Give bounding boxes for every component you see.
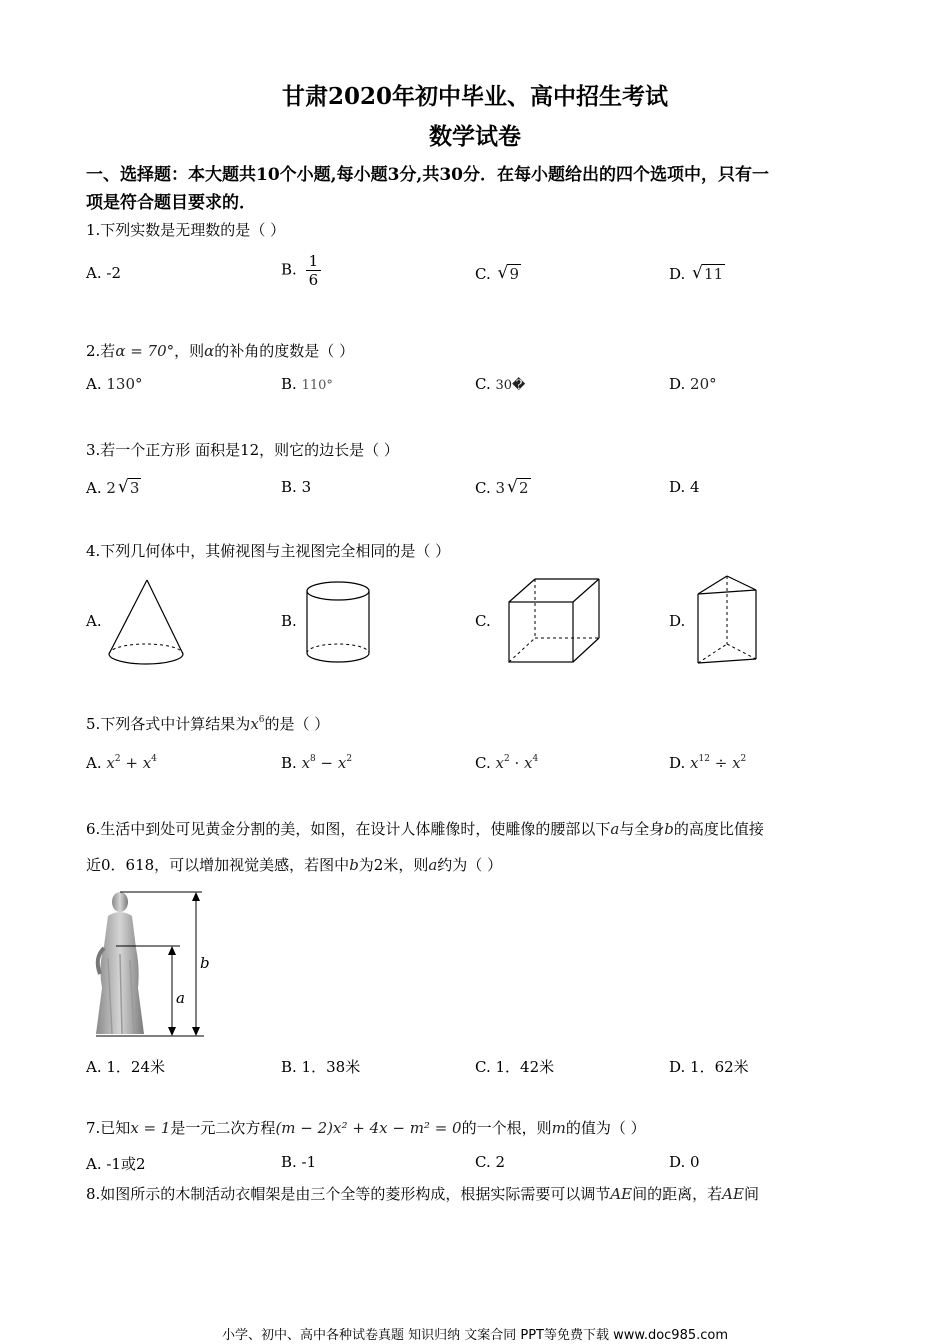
variable-x: x: [250, 715, 259, 733]
operator: −: [315, 754, 338, 772]
option-value: 4: [690, 478, 700, 496]
option-value: 20°: [690, 375, 717, 393]
exponent: 2: [503, 754, 510, 764]
q3-option-d: [669, 478, 700, 496]
option-label: B.: [281, 260, 302, 279]
exponent: 4: [151, 754, 157, 764]
q1-option-a: [86, 264, 121, 282]
exam-subtitle: 数学试卷: [429, 123, 521, 150]
option-label: B.: [281, 754, 302, 772]
q2-stem-pre: 2.若: [86, 342, 116, 360]
variable-x: x: [524, 754, 533, 772]
exponent: 6: [258, 715, 265, 725]
q2-option-c: [475, 375, 525, 393]
q7-option-b: B. -1: [281, 1153, 317, 1171]
q6-text: 与全身: [619, 820, 665, 838]
exponent: 12: [698, 754, 710, 764]
option-label: B.: [281, 478, 302, 496]
q5-stem: [86, 713, 329, 734]
statue-figure: [86, 888, 226, 1038]
exponent: 2: [114, 754, 121, 764]
q6-stem-line1: [86, 818, 764, 839]
q5-option-c: [475, 754, 538, 772]
option-label: D.: [669, 478, 691, 496]
q3-stem: 3.若一个正方形 面积是12，则它的边长是（ ）: [86, 441, 399, 459]
fraction-numerator: 1: [306, 252, 322, 271]
square-root: √ 3: [117, 477, 140, 497]
radicand: 11: [704, 265, 724, 283]
variable-b: b: [664, 820, 674, 838]
q7-root-expression: x = 1: [130, 1119, 171, 1137]
square-root: √ 9: [497, 263, 520, 283]
q7-text: 的值为（ ）: [565, 1119, 646, 1137]
q4-option-a-label: A.: [86, 612, 102, 630]
variable-x: x: [690, 754, 699, 772]
radicand: 2: [519, 479, 529, 497]
variable-x: x: [106, 754, 115, 772]
q4-option-b-label: B.: [281, 612, 297, 630]
q2-option-d: [669, 375, 717, 393]
section-heading-line2: 项是符合题目要求的．: [86, 193, 256, 213]
q7-equation: (m − 2)x² + 4x − m² = 0: [275, 1119, 462, 1137]
q5-stem-post: 的是（ ）: [264, 715, 330, 733]
q2-stem-mid: ，则: [174, 342, 205, 360]
operator: +: [120, 754, 143, 772]
option-label: D.: [669, 265, 691, 283]
q5-option-a: [86, 754, 157, 772]
square-root: √ 11: [692, 263, 724, 283]
q7-text: 7.已知: [86, 1119, 131, 1137]
q6-text: 近0．618，可以增加视觉美感，若图中: [86, 856, 350, 874]
operator: ·: [509, 754, 524, 772]
variable-a: a: [610, 820, 620, 838]
variable-m: m: [551, 1119, 566, 1137]
q6-text: 6.生活中到处可见黄金分割的美，如图，在设计人体雕像时，使雕像的腰部以下: [86, 820, 611, 838]
coefficient: 3: [495, 479, 506, 497]
q2-alpha-symbol: α: [204, 342, 215, 360]
option-label: C.: [475, 754, 496, 772]
cone-figure: [100, 576, 200, 668]
q6-text: 约为（ ）: [437, 856, 503, 874]
option-value: 130°: [106, 375, 143, 393]
option-label: B.: [281, 375, 302, 393]
figure-label-b: b: [200, 954, 210, 972]
q4-stem: 4.下列几何体中，其俯视图与主视图完全相同的是（ ）: [86, 542, 451, 560]
q5-option-b: [281, 754, 352, 772]
section-heading-line1: 一、选择题：本大题共10个小题,每小题3分,共30分．在每小题给出的四个选项中，只有一: [86, 165, 769, 185]
coefficient: 2: [106, 479, 116, 497]
q1-stem: 1.下列实数是无理数的是（ ）: [86, 221, 286, 239]
q8-text: 8.如图所示的木制活动衣帽架是由三个全等的菱形构成，根据实际需要可以调节: [86, 1185, 611, 1203]
figure-label-a: a: [176, 989, 185, 1007]
variable-a: a: [428, 856, 438, 874]
q4-option-c-label: C.: [475, 612, 491, 630]
fraction: [306, 252, 322, 289]
q3-option-b: [281, 478, 311, 496]
option-label: C.: [475, 479, 496, 497]
q2-option-b: [281, 375, 333, 393]
q8-text: 间的距离，若: [632, 1185, 723, 1203]
option-label: C.: [475, 265, 496, 283]
q8-text: 间: [743, 1185, 759, 1203]
q2-option-a: [86, 375, 143, 393]
q2-stem: [86, 340, 354, 361]
option-label: D.: [669, 754, 691, 772]
q7-option-a: A. -1或2: [86, 1155, 146, 1173]
q3-option-c: [475, 478, 531, 497]
option-label: A.: [86, 264, 107, 282]
q6-option-c: C. 1．42米: [475, 1058, 555, 1076]
option-label: C.: [475, 375, 496, 393]
exponent: 8: [310, 754, 316, 764]
q1-option-c: [475, 264, 521, 283]
exponent: 4: [532, 754, 539, 764]
square-root: √ 2: [507, 477, 529, 497]
cube-figure: [500, 574, 610, 670]
q6-option-d: D. 1．62米: [669, 1058, 749, 1076]
radicand: 3: [129, 479, 140, 497]
exponent: 2: [740, 754, 747, 764]
variable-x: x: [495, 754, 504, 772]
q3-option-a: [86, 478, 141, 497]
q5-option-d: [669, 754, 746, 772]
option-label: A.: [86, 754, 107, 772]
q8-stem: [86, 1183, 759, 1204]
variable-x: x: [337, 754, 347, 772]
prism-figure: [690, 572, 770, 670]
q1-option-d: [669, 264, 725, 283]
q6-option-a: A. 1．24米: [86, 1058, 165, 1076]
q7-stem: [86, 1117, 646, 1138]
q4-option-d-label: D.: [669, 612, 686, 630]
segment-ae: AE: [722, 1185, 744, 1203]
option-value: -2: [106, 264, 121, 282]
operator: ÷: [709, 754, 733, 772]
exam-title: 甘肃2020年初中毕业、高中招生考试: [281, 83, 668, 110]
radicand: 9: [509, 265, 520, 283]
variable-b: b: [349, 856, 359, 874]
q7-option-c: C. 2: [475, 1153, 506, 1171]
q6-text: 的高度比值接: [673, 820, 764, 838]
q2-alpha-expression: α = 70°: [115, 342, 175, 360]
fraction-denominator: 6: [308, 271, 319, 289]
option-label: D.: [669, 375, 691, 393]
q7-option-d: D. 0: [669, 1153, 700, 1171]
option-value: 30�: [495, 378, 526, 393]
option-value: 110°: [301, 378, 333, 393]
option-label: A.: [86, 375, 107, 393]
cylinder-figure: [300, 576, 390, 668]
page-footer: 小学、初中、高中各种试卷真题 知识归纳 文案合同 PPT等免费下载 www.doc985.com: [221, 1328, 729, 1343]
q6-stem-line2: [86, 854, 502, 875]
option-label: A.: [86, 479, 107, 497]
q5-stem-pre: 5.下列各式中计算结果为: [86, 715, 251, 733]
q6-text: 为2米，则: [358, 856, 429, 874]
q7-text: 是一元二次方程: [170, 1119, 276, 1137]
variable-x: x: [301, 754, 311, 772]
segment-ae: AE: [610, 1185, 633, 1203]
variable-x: x: [142, 754, 152, 772]
exponent: 2: [346, 754, 353, 764]
q7-text: 的一个根，则: [461, 1119, 552, 1137]
q1-option-b: [281, 252, 321, 289]
variable-x: x: [732, 754, 741, 772]
option-value: 3: [301, 478, 312, 496]
q6-option-b: B. 1．38米: [281, 1058, 361, 1076]
statue-head: [112, 892, 128, 912]
q2-stem-post: 的补角的度数是（ ）: [214, 342, 355, 360]
